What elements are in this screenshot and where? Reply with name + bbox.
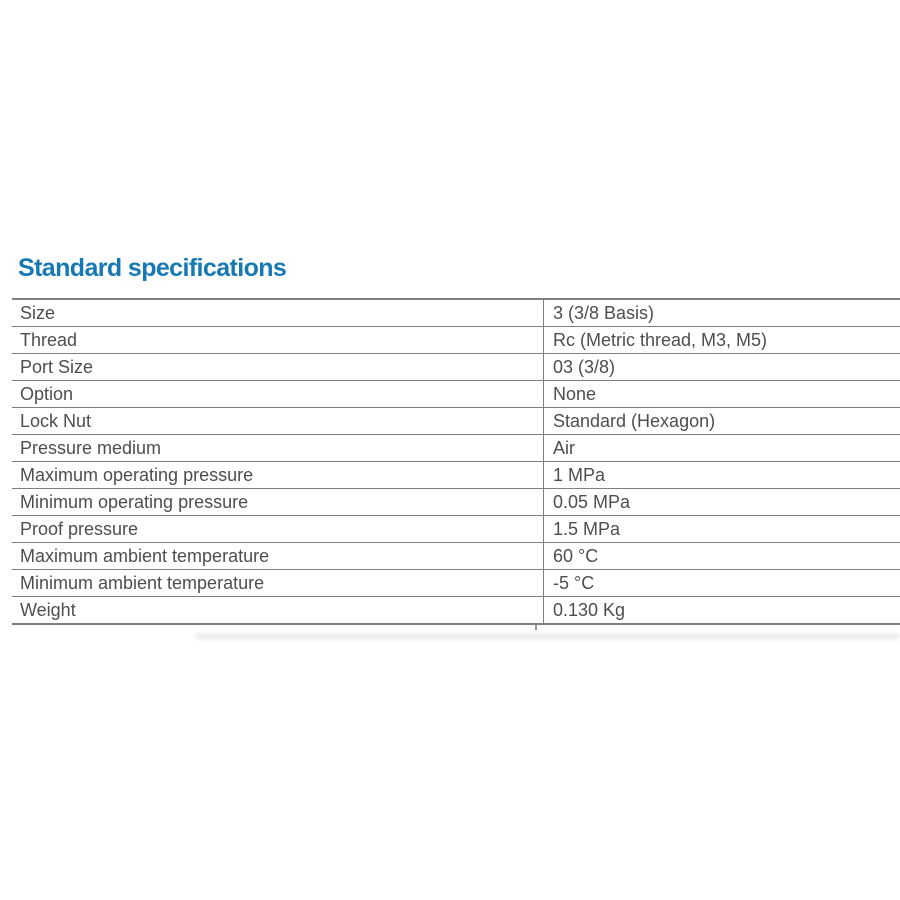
spec-value: 60 °C <box>544 543 900 570</box>
page-title: Standard specifications <box>18 254 287 282</box>
spec-label: Pressure medium <box>12 435 544 462</box>
spec-value: 0.05 MPa <box>544 489 900 516</box>
spec-value: 1.5 MPa <box>544 516 900 543</box>
spec-row <box>12 489 900 516</box>
spec-value: 03 (3/8) <box>544 354 900 381</box>
specifications-table <box>12 298 900 625</box>
spec-row <box>12 543 900 570</box>
spec-row <box>12 381 900 408</box>
spec-label: Maximum operating pressure <box>12 462 544 489</box>
spec-row <box>12 408 900 435</box>
spec-row <box>12 462 900 489</box>
spec-row <box>12 570 900 597</box>
spec-label: Maximum ambient temperature <box>12 543 544 570</box>
spec-value: 0.130 Kg <box>544 597 900 625</box>
spec-row <box>12 435 900 462</box>
spec-value: Rc (Metric thread, M3, M5) <box>544 327 900 354</box>
spec-value: None <box>544 381 900 408</box>
spec-row <box>12 299 900 327</box>
column-divider-tick <box>535 625 537 630</box>
spec-row <box>12 597 900 625</box>
spec-label: Proof pressure <box>12 516 544 543</box>
spec-label: Lock Nut <box>12 408 544 435</box>
spec-row <box>12 354 900 381</box>
spec-row <box>12 327 900 354</box>
spec-table <box>12 298 900 625</box>
spec-label: Minimum operating pressure <box>12 489 544 516</box>
spec-value: Standard (Hexagon) <box>544 408 900 435</box>
table-shadow <box>195 634 900 639</box>
spec-table-body <box>12 299 900 624</box>
spec-label: Size <box>20 303 56 323</box>
spec-label: Weight <box>12 597 544 625</box>
spec-label: Option <box>12 381 544 408</box>
spec-value: -5 °C <box>544 570 900 597</box>
spec-value: Air <box>544 435 900 462</box>
spec-label: Port Size <box>12 354 544 381</box>
spec-row <box>12 516 900 543</box>
spec-label: Minimum ambient temperature <box>12 570 544 597</box>
spec-value: 1 MPa <box>544 462 900 489</box>
spec-label: Thread <box>12 327 544 354</box>
spec-value: 3 (3/8 Basis) <box>544 299 900 327</box>
